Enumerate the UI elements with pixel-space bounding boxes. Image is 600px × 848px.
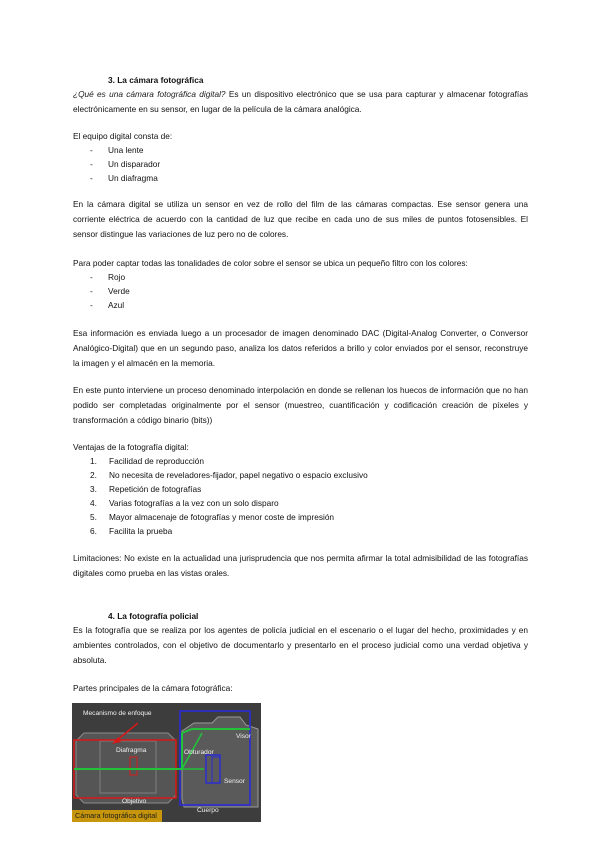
- list-item: 5. Mayor almacenaje de fotografías y menor coste de impresión: [90, 512, 335, 522]
- label-shutter: Obturador: [184, 749, 214, 756]
- label-body: Cuerpo: [197, 807, 219, 814]
- list-item: 4. Varias fotografías a la vez con un solo disparo: [90, 498, 279, 508]
- camera-diagram-drawing: [72, 703, 261, 822]
- filter-intro: Para poder captar todas las tonalidades de color sobre el sensor se ubica un pequeño filtro con los colores:: [73, 258, 468, 268]
- dac-paragraph: Esa información es enviada luego a un procesador de imagen denominado DAC (Digital-Analog Converter, o Conversor Analógico-Digital) que en un segundo paso, analiza los datos referidos a brillo y color enviados por el sensor, reconstruye la imagen y el almacén en la memoria.: [73, 328, 528, 368]
- list-item: 1. Facilidad de reproducción: [90, 456, 205, 466]
- list-item: 6. Facilita la prueba: [90, 526, 173, 536]
- list-item: 3. Repetición de fotografías: [90, 484, 202, 494]
- section-4-heading: 4. La fotografía policial: [108, 611, 199, 621]
- list-item: - Un diafragma: [90, 173, 158, 183]
- label-lens: Objetivo: [122, 798, 147, 805]
- sensor-paragraph: En la cámara digital se utiliza un sensor en vez de rollo del film de las cámaras compactas. Ese sensor genera una corriente eléctrica de acuerdo con la cantidad de luz que recibe en cada uno de sus miles de puntos fotosensibles. El sensor distingue las variaciones de luz pero no de colores.: [73, 199, 528, 239]
- section-3-heading: 3. La cámara fotográfica: [108, 75, 204, 85]
- camera-parts-intro: Partes principales de la cámara fotográfica:: [73, 683, 233, 693]
- list-item: - Una lente: [90, 145, 144, 155]
- label-focus-mechanism: Mecanismo de enfoque: [83, 710, 152, 717]
- list-item: 2. No necesita de reveladores-fijador, papel negativo o espacio exclusivo: [90, 470, 368, 480]
- list-item: - Verde: [90, 286, 130, 296]
- label-viewfinder: Visor: [236, 733, 251, 740]
- equipment-intro: El equipo digital consta de:: [73, 131, 173, 141]
- intro-paragraph: [73, 87, 528, 117]
- limitations-paragraph: Limitaciones: No existe en la actualidad una jurisprudencia que nos permita afirmar la total admisibilidad de las fotografías digitales como prueba en las vistas orales.: [73, 553, 528, 578]
- list-item: - Un disparador: [90, 159, 161, 169]
- list-item: - Rojo: [90, 272, 126, 282]
- figure-caption: Cámara fotográfica digital: [72, 810, 162, 822]
- intro-question: ¿Qué es una cámara fotográfica digital?: [73, 89, 226, 99]
- interpolation-paragraph: En este punto interviene un proceso denominado interpolación en donde se rellenan los huecos de información que no han podido ser completadas originalmente por el sensor (muestreo, cuantificación y codificación creación de píxeles y transformación a código binario (bits)): [73, 385, 528, 425]
- list-item: - Azul: [90, 300, 125, 310]
- intro-text: Es un dispositivo electrónico que se usa para capturar y almacenar fotografías electrónicamente en su sensor, en lugar de la película de la cámara analógica.: [73, 89, 528, 114]
- label-sensor: Sensor: [224, 778, 245, 785]
- label-aperture: Diafragma: [116, 747, 147, 754]
- advantages-intro: Ventajas de la fotografía digital:: [73, 442, 189, 452]
- police-photo-paragraph: Es la fotografía que se realiza por los agentes de policía judicial en el escenario o el lugar del hecho, proximidades y en ambientes controlados, con el objetivo de documentarlo y presentarlo en el proceso judicial como una verdad objetiva y absoluta.: [73, 625, 528, 665]
- camera-diagram: [72, 703, 261, 822]
